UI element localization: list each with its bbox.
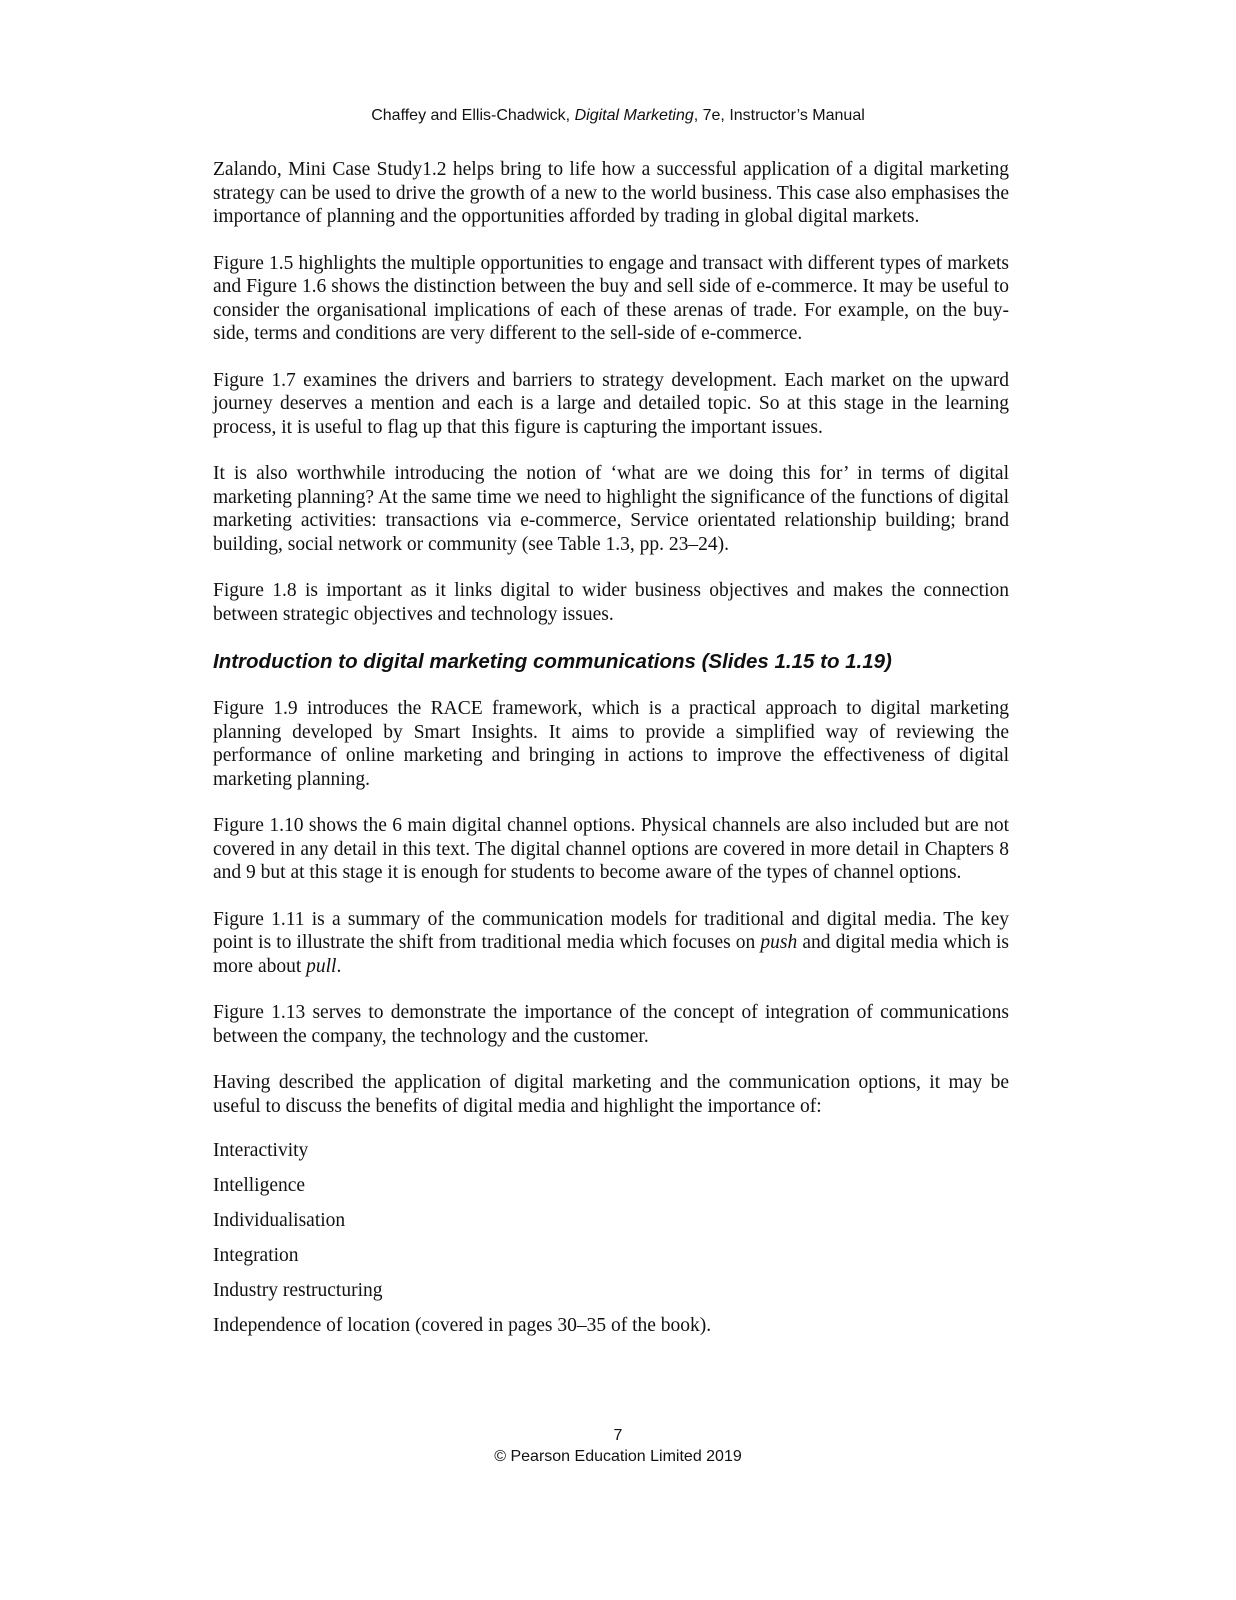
- list-item: Independence of location (covered in pages 30–35 of the book).: [213, 1315, 712, 1336]
- paragraph-figure-1-11-part3: .: [336, 955, 342, 977]
- paragraph-figure-1-10: Figure 1.10 shows the 6 main digital channel options. Physical channels are also included but are not covered in any detail in this text. The digital channel options are covered in more detail in Chapters 8 and 9 but at this stage it is enough for students to become aware of the types of channel options.: [213, 815, 1009, 883]
- paragraph-figure-1-5: Figure 1.5 highlights the multiple opportunities to engage and transact with different types of markets and Figure 1.6 shows the distinction between the buy and sell side of e-commerce. It may be useful to consider the organisational implications of each of these arenas of trade. For example, on the buy-side, terms and conditions are very different to the sell-side of e-commerce.: [213, 252, 1009, 344]
- list-item: Industry restructuring: [213, 1280, 383, 1301]
- paragraph-figure-1-8: Figure 1.8 is important as it links digital to wider business objectives and makes the connection between strategic objectives and technology issues.: [213, 580, 1009, 625]
- header-edition: , 7e, Instructor’s Manual: [693, 107, 865, 124]
- page-body: [213, 158, 1009, 1349]
- paragraph-figure-1-11: [213, 908, 1009, 979]
- paragraph-zalando: Zalando, Mini Case Study1.2 helps bring to life how a successful application of a digital marketing strategy can be used to drive the growth of a new to the world business. This case also emphasises the importance of planning and the opportunities afforded by trading in global digital markets.: [213, 159, 1009, 227]
- list-item: Individualisation: [213, 1210, 346, 1231]
- page-number: 7: [613, 1427, 623, 1444]
- paragraph-figure-1-11-part2: and digital media which is more about: [213, 932, 1009, 977]
- paragraph-figure-1-9: Figure 1.9 introduces the RACE framework, which is a practical approach to digital marketing planning developed by Smart Insights. It aims to provide a simplified way of reviewing the performance of online marketing and bringing in actions to improve the effectiveness of digital marketing planning.: [213, 698, 1009, 790]
- running-header: [0, 106, 1236, 126]
- emphasis-push: push: [760, 932, 798, 953]
- paragraph-benefits-intro: Having described the application of digital marketing and the communication options, it may be useful to discuss the benefits of digital media and highlight the importance of:: [213, 1072, 1009, 1117]
- page-footer: [0, 1425, 1236, 1467]
- list-item: Integration: [213, 1245, 299, 1266]
- header-authors: Chaffey and Ellis-Chadwick,: [371, 107, 575, 124]
- emphasis-pull: pull: [306, 955, 337, 977]
- paragraph-figure-1-13: Figure 1.13 serves to demonstrate the importance of the concept of integration of communications between the company, the technology and the customer.: [213, 1002, 1009, 1047]
- benefits-list: [213, 1139, 1009, 1338]
- paragraph-figure-1-11-part1: Figure 1.11 is a summary of the communication models for traditional and digital media. The key point is to illustrate the shift from traditional media which focuses on: [213, 908, 1009, 953]
- list-item: Intelligence: [213, 1175, 306, 1196]
- section-heading: Introduction to digital marketing communications (Slides 1.15 to 1.19): [213, 650, 892, 673]
- list-item: Interactivity: [213, 1140, 309, 1161]
- header-book-title: Digital Marketing: [574, 107, 694, 124]
- paragraph-figure-1-7: Figure 1.7 examines the drivers and barriers to strategy development. Each market on the upward journey deserves a mention and each is a large and detailed topic. So at this stage in the learning process, it is useful to flag up that this figure is capturing the important issues.: [213, 369, 1009, 438]
- copyright-notice: © Pearson Education Limited 2019: [494, 1448, 742, 1465]
- paragraph-planning-purpose: It is also worthwhile introducing the notion of ‘what are we doing this for’ in terms of digital marketing planning? At the same time we need to highlight the significance of the functions of digital marketing activities: transactions via e-commerce, Service orientated relationship building; brand building, social network or community (see Table 1.3, pp. 23–24).: [213, 463, 1009, 555]
